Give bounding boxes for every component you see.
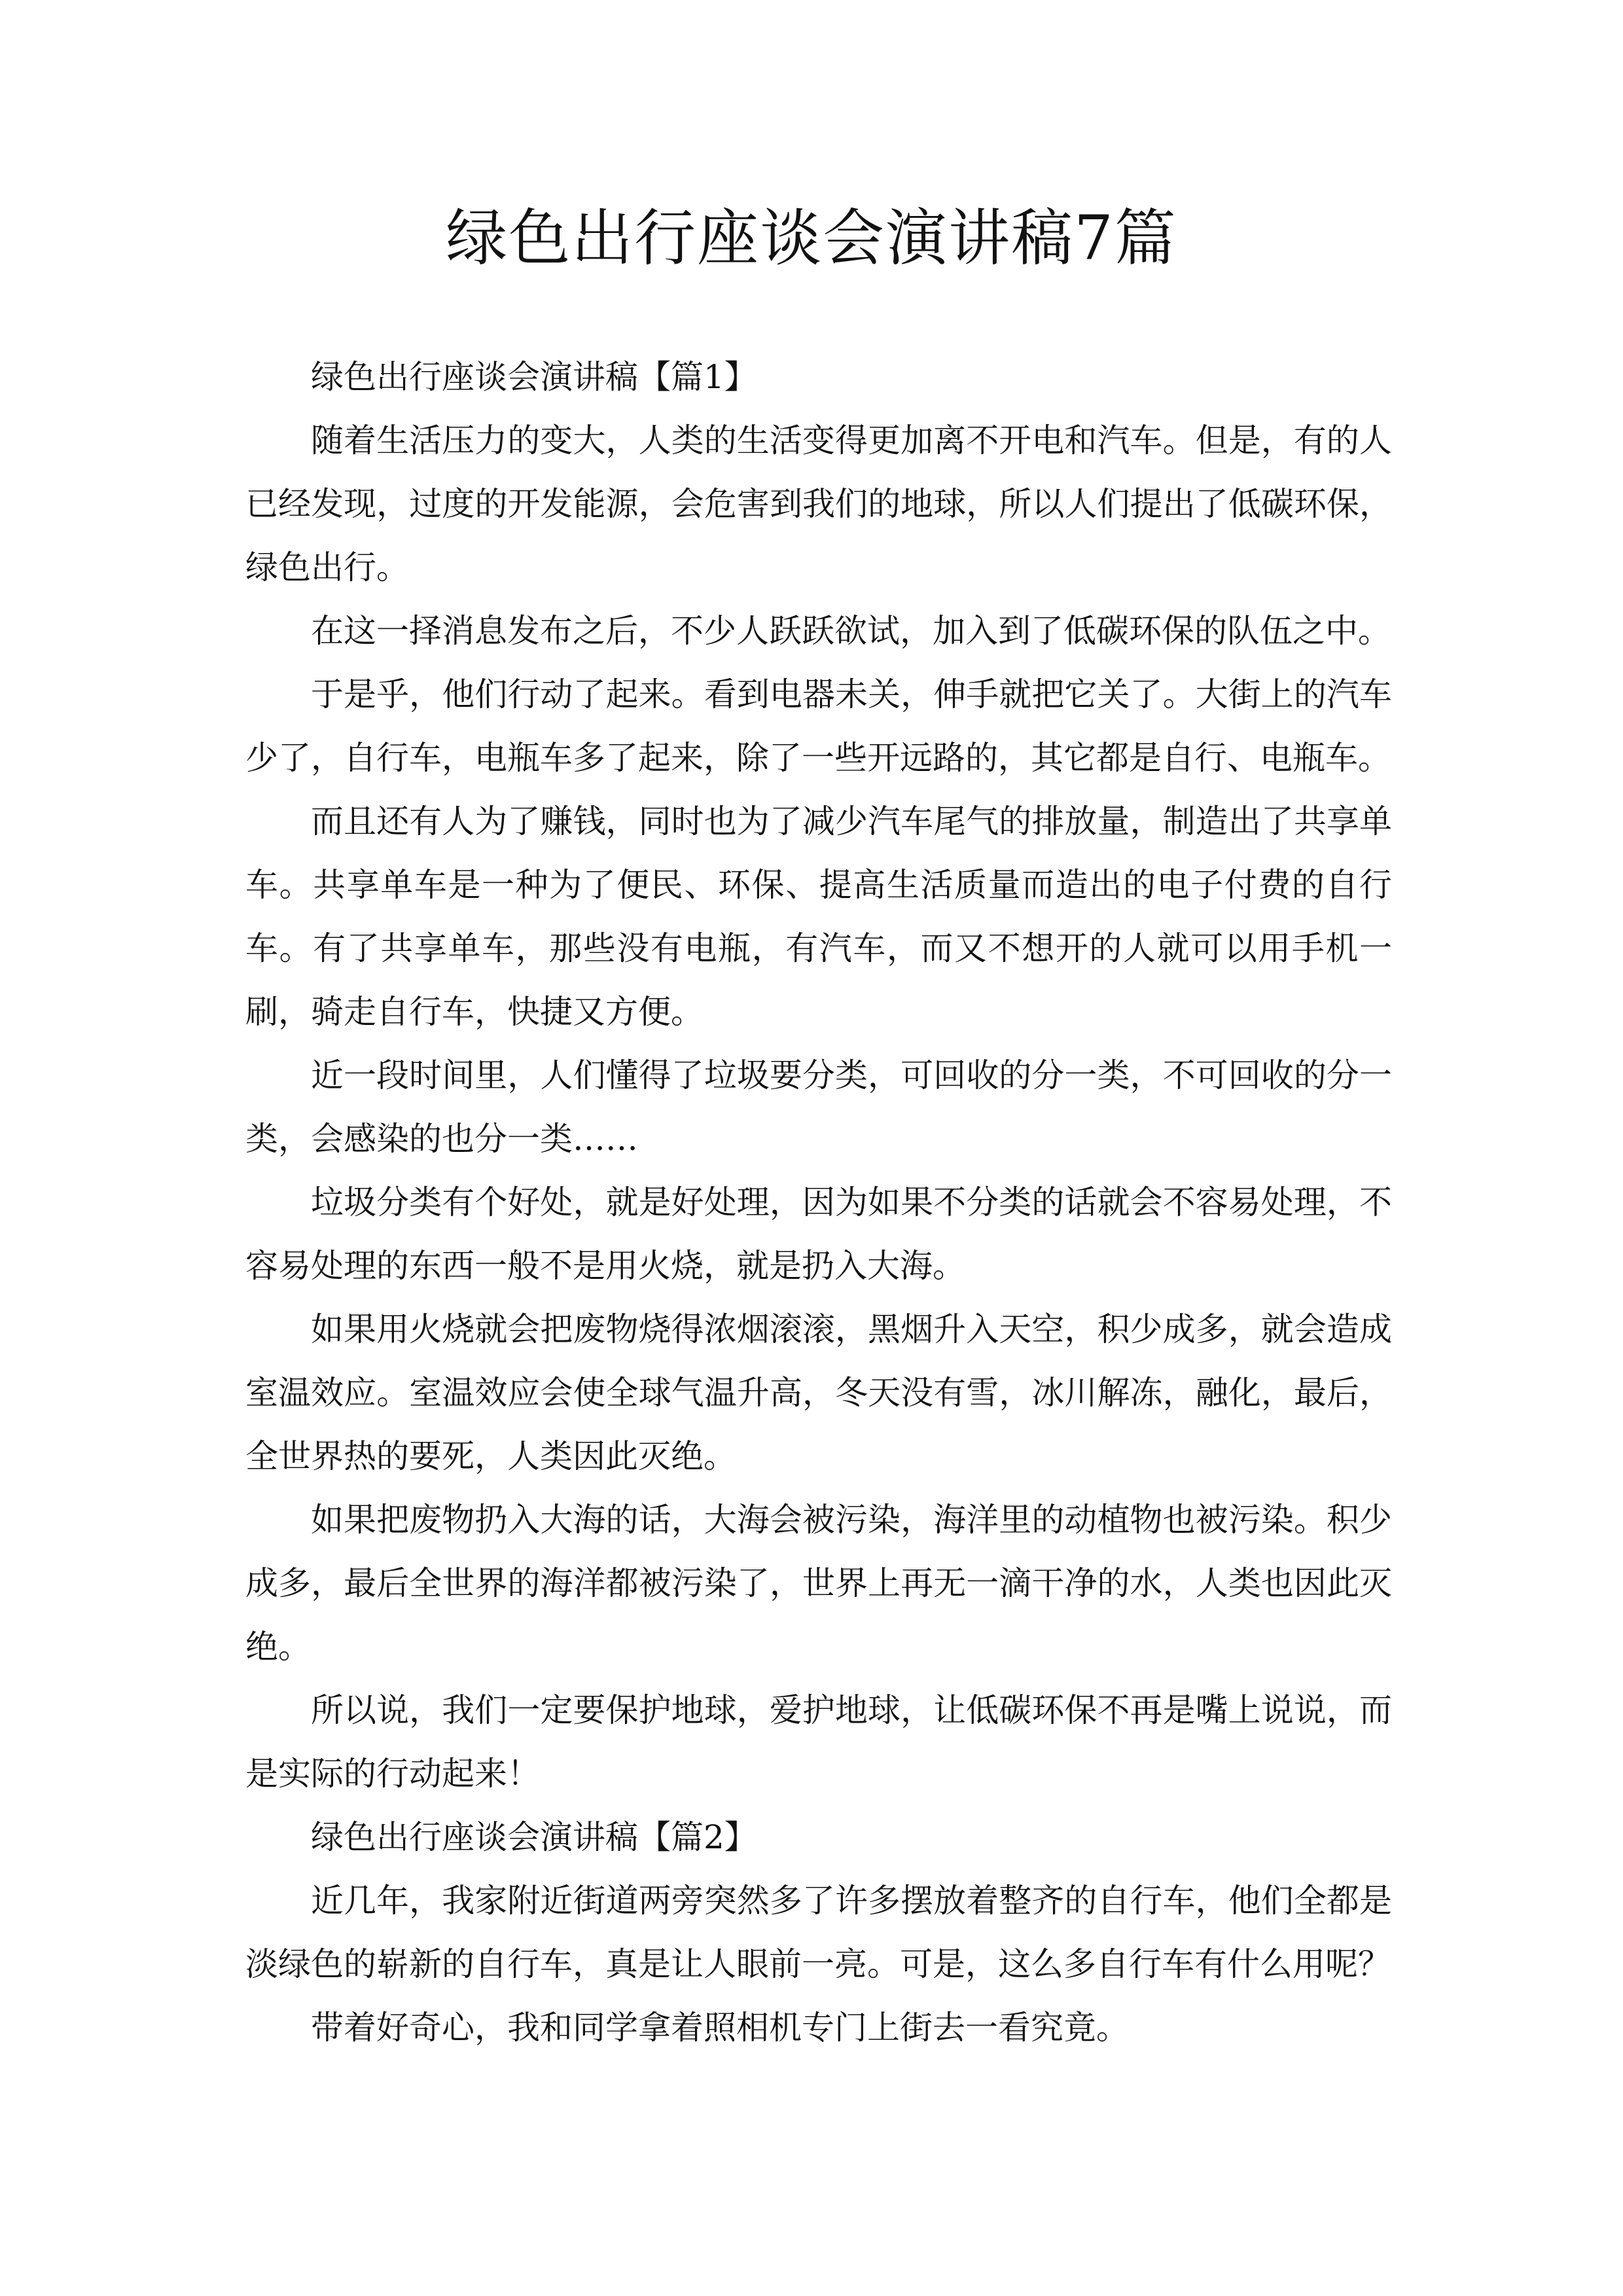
paragraph: 而且还有人为了赚钱，同时也为了减少汽车尾气的排放量，制造出了共享单车。共享单车是一种为了便民、环保、提高生活质量而造出的电子付费的自行车。有了共享单车，那些没有电瓶，有汽车，而又不想开的人就可以用手机一刷，骑走自行车，快捷又方便。: [245, 802, 1392, 1031]
document-title: 绿色出行座谈会演讲稿7篇: [446, 203, 1177, 274]
section-heading: 绿色出行座谈会演讲稿【篇1】: [311, 358, 757, 396]
paragraph: 在这一择消息发布之后，不少人跃跃欲试，加入到了低碳环保的队伍之中。: [311, 612, 1391, 650]
paragraph: 垃圾分类有个好处，就是好处理，因为如果不分类的话就会不容易处理，不容易处理的东西一般不是用火烧，就是扔入大海。: [245, 1183, 1392, 1285]
paragraph: 如果用火烧就会把废物烧得浓烟滚滚，黑烟升入天空，积少成多，就会造成室温效应。室温效应会使全球气温升高，冬天没有雪，冰川解冻，融化，最后，全世界热的要死，人类因此灭绝。: [245, 1310, 1392, 1475]
paragraph: 带着好奇心，我和同学拿着照相机专门上街去一看究竟。: [311, 2009, 1129, 2047]
paragraph: 近一段时间里，人们懂得了垃圾要分类，可回收的分一类，不可回收的分一类，会感染的也分一类……: [245, 1056, 1392, 1158]
document-body: [245, 346, 1392, 2060]
section-heading: 绿色出行座谈会演讲稿【篇2】: [311, 1818, 757, 1856]
paragraph: 于是乎，他们行动了起来。看到电器未关，伸手就把它关了。大街上的汽车少了，自行车，电瓶车多了起来，除了一些开远路的，其它都是自行、电瓶车。: [245, 675, 1392, 777]
paragraph: 随着生活压力的变大，人类的生活变得更加离不开电和汽车。但是，有的人已经发现，过度的开发能源，会危害到我们的地球，所以人们提出了低碳环保，绿色出行。: [245, 422, 1392, 586]
paragraph: 如果把废物扔入大海的话，大海会被污染，海洋里的动植物也被污染。积少成多，最后全世界的海洋都被污染了，世界上再无一滴干净的水，人类也因此灭绝。: [245, 1501, 1392, 1666]
paragraph: 近几年，我家附近街道两旁突然多了许多摆放着整齐的自行车，他们全都是淡绿色的崭新的自行车，真是让人眼前一亮。可是，这么多自行车有什么用呢？: [245, 1882, 1392, 1983]
paragraph: 所以说，我们一定要保护地球，爱护地球，让低碳环保不再是嘴上说说，而是实际的行动起来！: [245, 1691, 1392, 1793]
